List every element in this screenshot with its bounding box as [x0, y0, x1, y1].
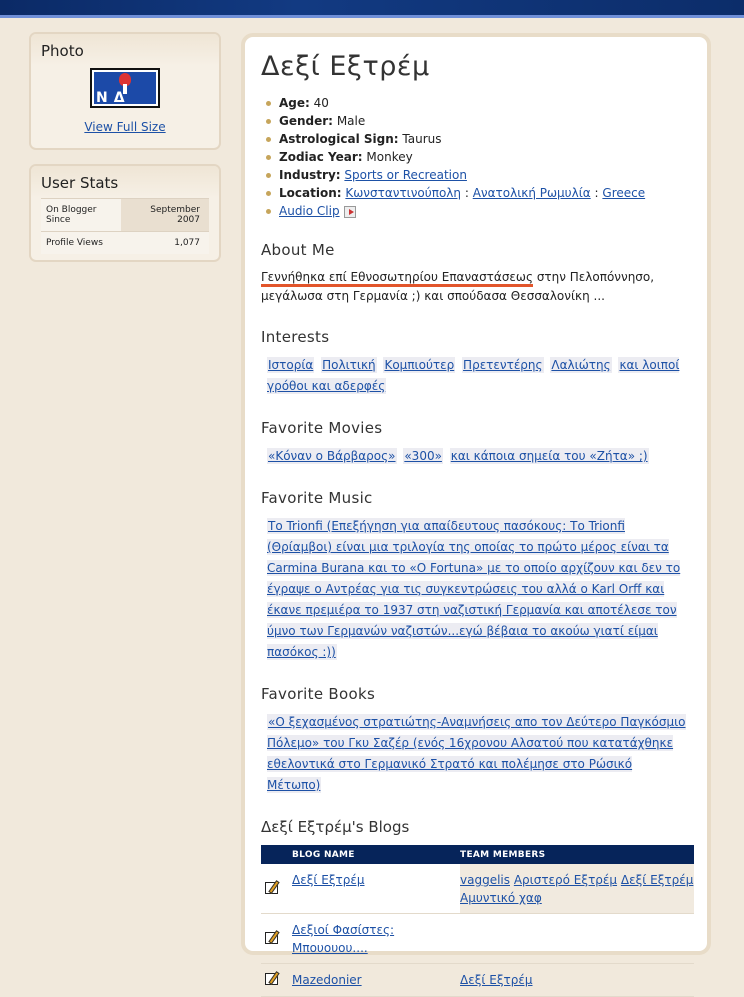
- top-banner: [0, 0, 744, 18]
- stats-key: Profile Views: [41, 232, 121, 255]
- col-blog-name: BLOG NAME: [292, 845, 460, 864]
- blogs-table: [261, 845, 694, 997]
- interest-link[interactable]: Πολιτική: [322, 358, 376, 372]
- blog-name-link[interactable]: Δεξιοί Φασίστες: Μπουουου....: [292, 923, 395, 955]
- team-member-link[interactable]: Δεξί Εξτρέμ: [460, 973, 533, 987]
- team-member-link[interactable]: Δεξί Εξτρέμ: [620, 873, 694, 887]
- about-title: About Me: [261, 241, 335, 259]
- stats-row-blogger-since: [41, 199, 209, 232]
- industry-item: Industry: Sports or Recreation: [261, 168, 691, 183]
- zodiac-item: Zodiac Year: Monkey: [261, 150, 691, 165]
- sidebar: [29, 32, 221, 276]
- movies-title: Favorite Movies: [261, 419, 383, 437]
- age-item: Age: 40: [261, 96, 691, 111]
- audio-clip-link[interactable]: Audio Clip: [279, 204, 340, 218]
- about-text: [261, 268, 691, 306]
- movie-link[interactable]: «300»: [404, 449, 442, 463]
- blog-row: [261, 964, 694, 997]
- blog-edit-icon: [265, 880, 282, 894]
- interest-link[interactable]: Κομπιούτερ: [384, 358, 455, 372]
- logo-letters: ΝΔ: [96, 90, 131, 106]
- movies-list: [261, 446, 691, 467]
- profile-name: Δεξί Εξτρέμ: [261, 51, 430, 82]
- user-stats-title: User Stats: [31, 166, 219, 198]
- interest-link[interactable]: και λοιποί γρόθοι και αδερφές: [267, 358, 680, 393]
- region-link[interactable]: Ανατολική Ρωμυλία: [472, 186, 591, 200]
- stats-key: On Blogger Since: [41, 199, 121, 232]
- user-stats-table: [41, 198, 209, 254]
- team-member-link[interactable]: vaggelis: [460, 873, 510, 887]
- gender-item: Gender: Male: [261, 114, 691, 129]
- movie-link[interactable]: και κάποια σημεία του «Ζήτα» ;): [450, 449, 648, 463]
- user-stats-box: [29, 164, 221, 262]
- industry-link[interactable]: Sports or Recreation: [344, 168, 467, 182]
- blog-name-link[interactable]: Δεξί Εξτρέμ: [292, 873, 365, 887]
- interest-link[interactable]: Λαλιώτης: [551, 358, 611, 372]
- blog-edit-icon: [265, 971, 282, 985]
- interests-title: Interests: [261, 328, 330, 346]
- profile-photo-logo[interactable]: [90, 68, 160, 108]
- books-title: Favorite Books: [261, 685, 376, 703]
- blogs-title: Δεξί Εξτρέμ's Blogs: [261, 818, 410, 836]
- team-member-link[interactable]: Αριστερό Εξτρέμ: [513, 873, 618, 887]
- blog-row: [261, 914, 694, 964]
- movie-link[interactable]: «Κόναν ο Βάρβαρος»: [268, 449, 396, 463]
- play-icon[interactable]: [344, 206, 356, 218]
- city-link[interactable]: Κωνσταντινούπολη: [345, 186, 461, 200]
- view-full-size-link[interactable]: View Full Size: [84, 120, 166, 134]
- photo-title: Photo: [31, 34, 219, 66]
- interests-list: [261, 355, 691, 397]
- location-item: Location: Κωνσταντινούπολη : Ανατολική Ρωμυλία : Greece: [261, 186, 691, 201]
- stats-value: September 2007: [121, 199, 209, 232]
- photo-box: [29, 32, 221, 150]
- interest-link[interactable]: Πρετεντέρης: [463, 358, 543, 372]
- audio-clip-item: [261, 204, 691, 219]
- music-list: [261, 516, 691, 663]
- team-member-link[interactable]: Αμυντικό χαφ: [460, 891, 542, 905]
- music-title: Favorite Music: [261, 489, 373, 507]
- books-list: [261, 712, 691, 796]
- blog-row: [261, 864, 694, 914]
- blog-edit-icon: [265, 930, 282, 944]
- interest-link[interactable]: Ιστορία: [268, 358, 314, 372]
- country-link[interactable]: Greece: [602, 186, 646, 200]
- profile-main: [241, 33, 711, 987]
- col-team-members: TEAM MEMBERS: [460, 845, 694, 864]
- about-rest: στην Πελοπόννησο, μεγάλωσα στη Γερμανία ;) και σπούδασα Θεσσαλονίκη ...: [261, 270, 655, 303]
- stats-row-profile-views: [41, 232, 209, 255]
- music-link[interactable]: Το Trionfi (Επεξήγηση για απαίδευτους πασόκους: Το Trionfi (Θρίαμβοι) είναι μια τριλογία της οποίας το πρώτο μέρος είναι τα Carmina Burana και το «O Fortuna» με το οποίο αρχίζουν και δεν το έγραψε ο Αντρέας για τις συγκεντρώσεις του αλλά ο Karl Orff και έκανε πρεμιέρα το 1937 στη ναζιστική Γερμανία και αποτέλεσε τον ύμνο των Γερμανών ναζιστών...εγώ βέβαια το ακούω γιατί είμαι πασόκος :)): [267, 519, 681, 659]
- stats-value: 1,077: [121, 232, 209, 255]
- profile-details: [261, 96, 691, 219]
- astro-item: Astrological Sign: Taurus: [261, 132, 691, 147]
- blog-name-link[interactable]: Mazedonier: [292, 973, 362, 987]
- book-link[interactable]: «Ο ξεχασμένος στρατιώτης-Αναμνήσεις απο τον Δεύτερο Παγκόσμιο Πόλεμο» του Γκυ Σαζέρ (ενός 16χρονου Αλσατού που κατατάχθηκε εθελοντικά στο Γερμανικό Στρατό και πολέμησε στο Ρώσικό Μέτωπο): [267, 715, 686, 792]
- about-highlighted: Γεννήθηκα επί Εθνοσωτηρίου Επαναστάσεως: [261, 270, 533, 287]
